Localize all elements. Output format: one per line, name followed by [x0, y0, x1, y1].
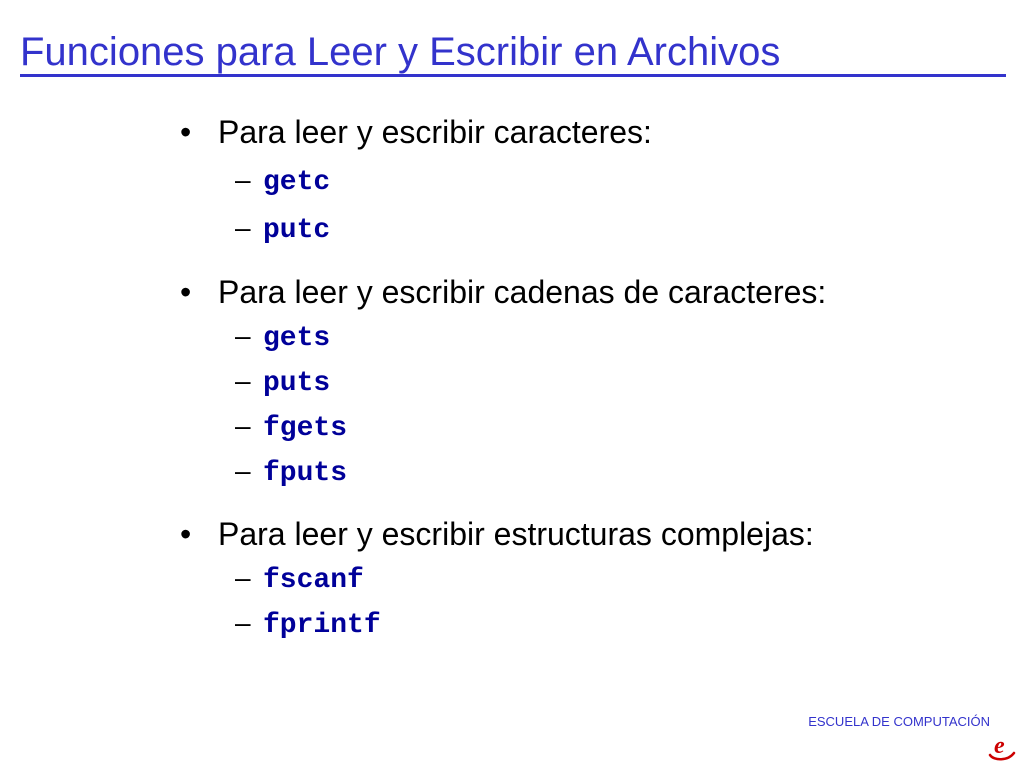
sub-item — [235, 365, 330, 400]
sub-item — [235, 320, 330, 355]
function-name: fscanf — [263, 565, 364, 596]
bullet-icon: • — [180, 274, 192, 310]
sub-item — [235, 164, 330, 199]
bullet-icon: • — [180, 114, 192, 150]
function-name: fprintf — [263, 610, 381, 641]
function-name: getc — [263, 167, 331, 198]
sub-item — [235, 410, 347, 445]
dash-icon: – — [235, 365, 251, 396]
dash-icon: – — [235, 410, 251, 441]
bullet-text: Para leer y escribir caracteres: — [218, 114, 652, 150]
function-name: gets — [263, 323, 331, 354]
dash-icon: – — [235, 562, 251, 593]
bullet-text: Para leer y escribir cadenas de caracteres: — [218, 274, 827, 310]
bullet-text: Para leer y escribir estructuras complejas: — [218, 516, 814, 552]
logo-letter: e — [994, 733, 1005, 759]
dash-icon: – — [235, 212, 251, 243]
function-name: puts — [263, 368, 331, 399]
sub-item — [235, 212, 330, 247]
e-logo-icon — [986, 731, 1018, 763]
dash-icon: – — [235, 320, 251, 351]
dash-icon: – — [235, 455, 251, 486]
function-name: putc — [263, 215, 331, 246]
footer-text: ESCUELA DE COMPUTACIÓN — [808, 714, 990, 729]
function-name: fputs — [263, 458, 348, 489]
sub-item — [235, 607, 381, 642]
bullet-item — [180, 516, 814, 552]
title-underline — [20, 74, 1006, 77]
dash-icon: – — [235, 164, 251, 195]
bullet-item — [180, 274, 826, 310]
bullet-item — [180, 114, 652, 150]
dash-icon: – — [235, 607, 251, 638]
page-title: Funciones para Leer y Escribir en Archivos — [20, 30, 781, 74]
bullet-icon: • — [180, 516, 192, 552]
sub-item — [235, 562, 364, 597]
function-name: fgets — [263, 413, 348, 444]
sub-item — [235, 455, 347, 490]
